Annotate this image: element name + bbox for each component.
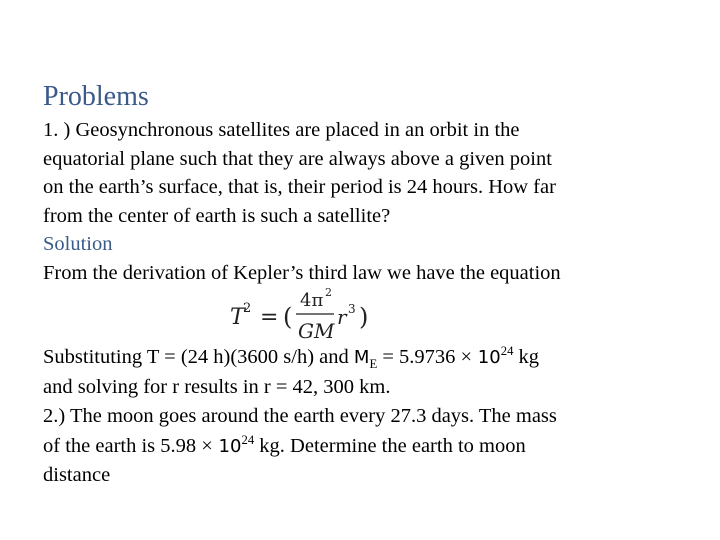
problem-one-line: from the center of earth is such a satellite?: [43, 204, 391, 227]
problem-two-part2: kg. Determine the earth to moon: [254, 434, 526, 457]
substitution-and-problem-two: [43, 343, 683, 491]
mass-symbol: M: [353, 347, 370, 368]
slide-heading: Problems: [43, 81, 149, 112]
substitution-part3: kg: [513, 346, 540, 368]
equation-lhs: T: [230, 305, 245, 330]
equation-numerator: 4π: [300, 290, 324, 311]
power-exponent: 24: [241, 432, 255, 447]
solution-label: Solution: [43, 233, 113, 255]
equation-close-paren: ): [359, 303, 369, 331]
equation-numerator-exponent: 2: [325, 286, 332, 299]
power-base: 10: [212, 435, 242, 457]
equation-r-exponent: 3: [348, 302, 356, 316]
substitution-part1: Substituting T = (24 h)(3600 s/h) and: [43, 346, 354, 368]
times-symbol: ×: [201, 434, 213, 457]
problem-one-line: 1. ) Geosynchronous satellites are placed in an orbit in the: [43, 119, 520, 141]
problem-two-part1: of the earth is 5.98: [43, 434, 202, 457]
equation-open-paren: (: [283, 303, 293, 331]
equation-r: r: [337, 305, 347, 329]
problem-one-line: equatorial plane such that they are always above a given point: [43, 147, 552, 170]
mass-subscript: E: [369, 357, 378, 372]
problem-one-block: [43, 116, 683, 287]
problem-one-line: on the earth’s surface, that is, their period is 24 hours. How far: [43, 176, 556, 198]
equation-lhs-exponent: 2: [243, 301, 252, 316]
times-symbol: ×: [460, 346, 473, 368]
derivation-text: From the derivation of Kepler’s third law we have the equation: [43, 261, 561, 284]
substitution-part2: = 5.9736: [377, 346, 461, 368]
equation-denominator: GM: [298, 319, 335, 343]
problem-two-line: distance: [43, 464, 111, 486]
problem-two-line: 2.) The moon goes around the earth every 27.3 days. The mass: [43, 405, 557, 427]
equation-equals: =: [260, 305, 279, 330]
substitution-line: [43, 343, 683, 373]
kepler-equation: [228, 286, 388, 344]
power-exponent: 24: [500, 344, 514, 359]
problem-two-line: [43, 432, 683, 462]
result-line: and solving for r results in r = 42, 300 km.: [43, 375, 391, 398]
power-base: 10: [472, 347, 501, 368]
